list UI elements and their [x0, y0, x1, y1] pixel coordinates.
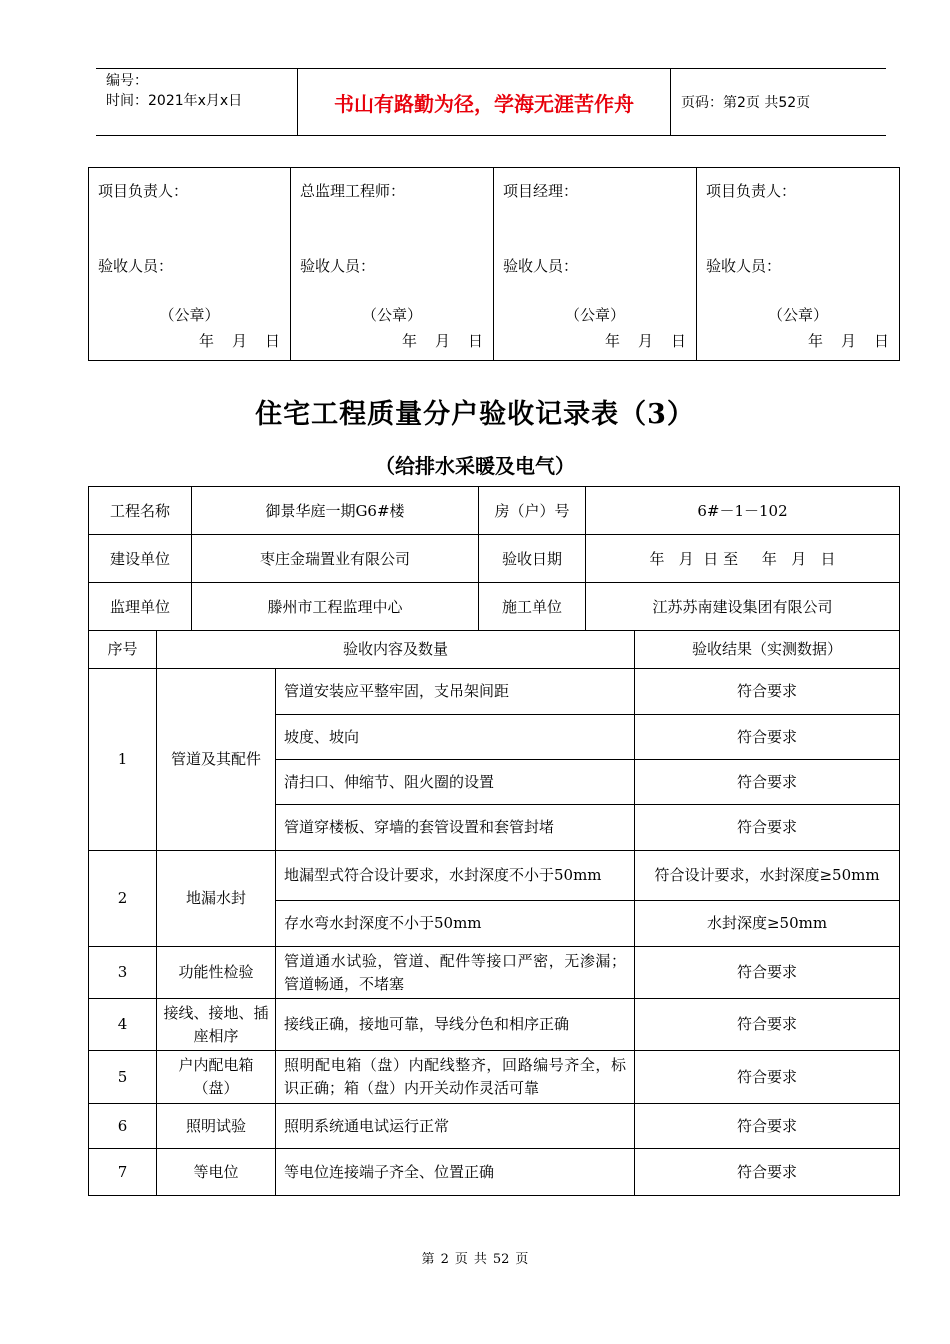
row-no: 5 — [89, 1051, 157, 1104]
row-result: 符合要求 — [635, 760, 900, 805]
row-content: 接线正确，接地可靠，导线分色和相序正确 — [276, 999, 635, 1051]
signature-cell — [494, 168, 697, 361]
row-category: 户内配电箱（盘） — [157, 1051, 276, 1104]
table-row — [89, 999, 900, 1051]
signature-seal: （公章） — [361, 306, 422, 324]
signature-role: 总监理工程师： — [300, 182, 406, 200]
row-no: 6 — [89, 1104, 157, 1149]
room-label: 房（户）号 — [479, 487, 586, 535]
footer-total-label: 共 — [473, 1252, 487, 1267]
row-content: 管道安装应平整牢固，支吊架间距 — [276, 669, 635, 715]
signature-date: 年 月 日 — [401, 332, 483, 350]
page-label: 页码：第2页 共52页 — [681, 95, 811, 111]
row-category: 等电位 — [157, 1149, 276, 1196]
project-name: 御景华庭一期G6#楼 — [192, 487, 479, 535]
row-content: 照明配电箱（盘）内配线整齐，回路编号齐全，标识正确；箱（盘）内开关动作灵活可靠 — [276, 1051, 635, 1104]
signature-inspector: 验收人员： — [503, 257, 579, 275]
footer-page-number: 2 — [440, 1252, 449, 1267]
row-result: 符合设计要求，水封深度≥50mm — [635, 851, 900, 901]
row-content: 等电位连接端子齐全、位置正确 — [276, 1149, 635, 1196]
footer-suffix: 页 — [515, 1252, 529, 1267]
signature-date: 年 月 日 — [807, 332, 889, 350]
row-no: 1 — [89, 669, 157, 851]
date-label: 验收日期 — [479, 535, 586, 583]
row-no: 2 — [89, 851, 157, 947]
row-category: 照明试验 — [157, 1104, 276, 1149]
signature-cell — [89, 168, 291, 361]
row-content: 管道通水试验，管道、配件等接口严密，无渗漏；管道畅通，不堵塞 — [276, 947, 635, 999]
row-no: 7 — [89, 1149, 157, 1196]
page-footer — [0, 1248, 950, 1267]
row-category: 管道及其配件 — [157, 669, 276, 851]
row-no: 4 — [89, 999, 157, 1051]
supervisor: 滕州市工程监理中心 — [192, 583, 479, 631]
row-result: 符合要求 — [635, 669, 900, 715]
table-row — [89, 1051, 900, 1104]
signature-seal: （公章） — [767, 306, 828, 324]
signature-role: 项目经理： — [503, 182, 579, 200]
table-row — [89, 1104, 900, 1149]
table-row — [89, 1149, 900, 1196]
inspection-table — [88, 630, 900, 1196]
header-result: 验收结果（实测数据） — [635, 631, 900, 669]
row-category: 接线、接地、插座相序 — [157, 999, 276, 1051]
room-number: 6#－1－102 — [586, 487, 900, 535]
row-content: 地漏型式符合设计要求，水封深度不小于50mm — [276, 851, 635, 901]
signature-cell — [697, 168, 900, 361]
row-content: 存水弯水封深度不小于50mm — [276, 901, 635, 947]
number-label: 编号： — [106, 73, 148, 89]
row-content: 照明系统通电试运行正常 — [276, 1104, 635, 1149]
inspection-date: 年 月 日 至 年 月 日 — [586, 535, 900, 583]
row-result: 符合要求 — [635, 1104, 900, 1149]
footer-page-unit: 页 — [454, 1252, 468, 1267]
table-row — [89, 947, 900, 999]
table-row — [89, 851, 900, 901]
signature-seal: （公章） — [564, 306, 625, 324]
row-content: 坡度、坡向 — [276, 715, 635, 760]
row-result: 水封深度≥50mm — [635, 901, 900, 947]
row-result: 符合要求 — [635, 715, 900, 760]
constructor-label: 施工单位 — [479, 583, 586, 631]
footer-total-pages: 52 — [492, 1252, 510, 1267]
footer-prefix: 第 — [421, 1252, 435, 1267]
page-subtitle: （给排水采暖及电气） — [375, 454, 575, 478]
signature-inspector: 验收人员： — [706, 257, 782, 275]
constructor: 江苏苏南建设集团有限公司 — [586, 583, 900, 631]
header-no: 序号 — [89, 631, 157, 669]
signature-date: 年 月 日 — [198, 332, 280, 350]
slogan: 书山有路勤为径，学海无涯苦作舟 — [297, 69, 671, 135]
time-label: 时间：2021年x月x日 — [106, 93, 243, 109]
signature-inspector: 验收人员： — [98, 257, 174, 275]
page-header — [96, 68, 886, 136]
project-name-label: 工程名称 — [89, 487, 192, 535]
row-category: 功能性检验 — [157, 947, 276, 999]
row-result: 符合要求 — [635, 1149, 900, 1196]
row-content: 清扫口、伸缩节、阻火圈的设置 — [276, 760, 635, 805]
info-table — [88, 486, 900, 631]
signature-role: 项目负责人： — [98, 182, 189, 200]
row-result: 符合要求 — [635, 1051, 900, 1104]
signature-cell — [291, 168, 494, 361]
header-content: 验收内容及数量 — [157, 631, 635, 669]
signature-role: 项目负责人： — [706, 182, 797, 200]
page-title: 住宅工程质量分户验收记录表（3） — [255, 399, 695, 430]
signature-table — [88, 167, 900, 361]
signature-inspector: 验收人员： — [300, 257, 376, 275]
supervisor-label: 监理单位 — [89, 583, 192, 631]
row-result: 符合要求 — [635, 947, 900, 999]
row-content: 管道穿楼板、穿墙的套管设置和套管封堵 — [276, 805, 635, 851]
table-row — [89, 669, 900, 715]
row-result: 符合要求 — [635, 805, 900, 851]
signature-date: 年 月 日 — [604, 332, 686, 350]
builder: 枣庄金瑞置业有限公司 — [192, 535, 479, 583]
signature-seal: （公章） — [159, 306, 220, 324]
row-result: 符合要求 — [635, 999, 900, 1051]
builder-label: 建设单位 — [89, 535, 192, 583]
header-meta — [96, 69, 297, 135]
row-category: 地漏水封 — [157, 851, 276, 947]
row-no: 3 — [89, 947, 157, 999]
